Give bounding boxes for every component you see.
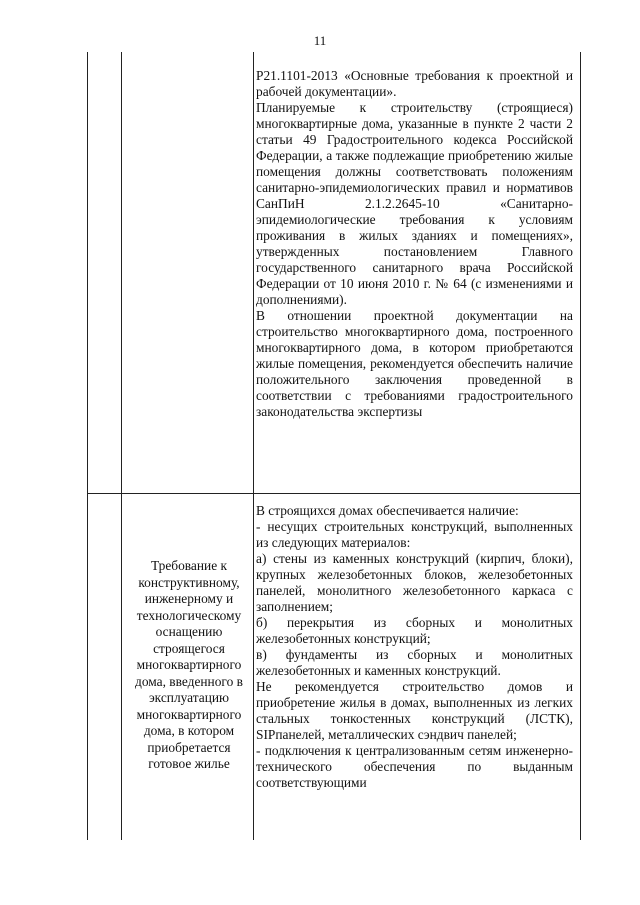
row2-paragraph: б) перекрытия из сборных и монолитных железобетонных конструкций; xyxy=(256,615,573,646)
row2-paragraph: - подключения к централизованным сетям инженерно-технического обеспечения по выданным соответствующими xyxy=(256,743,573,790)
table-border-right xyxy=(580,52,581,840)
table-divider-left xyxy=(121,52,122,840)
row2-paragraph: В строящихся домах обеспечивается наличие: xyxy=(256,503,519,518)
table-divider-middle xyxy=(253,52,254,840)
row2-paragraph: - несущих строительных конструкций, выполненных из следующих материалов: xyxy=(256,519,573,550)
row2-paragraph: Не рекомендуется строительство домов и приобретение жилья в домах, выполненных из легких стальных тонкостенных конструкций (ЛСТК), SIPпанелей, металлических сэндвич панелей; xyxy=(256,679,573,742)
row2-content-cell xyxy=(256,503,573,791)
table-row-separator xyxy=(87,493,581,494)
row2-paragraph: а) стены из каменных конструкций (кирпич, блоки), крупных железобетонных блоков, железобетонных панелей, монолитного железобетонного каркаса с заполнением; xyxy=(256,551,573,614)
requirements-table xyxy=(87,52,581,840)
row1-paragraph: Планируемые к строительству (строящиеся) многоквартирные дома, указанные в пункте 2 части 2 статьи 49 Градостроительного кодекса Российской Федерации, а также подлежащие приобретению жилые помещения должны соответствовать положениям санитарно-эпидемиологических правил и нормативов СанПиН 2.1.2.2645-10 «Санитарно-эпидемиологические требования к условиям проживания в жилых зданиях и помещениях», утвержденных постановлением Главного государственного санитарного врача Российской Федерации от 10 июня 2010 г. № 64 (с изменениями и дополнениями). xyxy=(256,100,573,307)
table-border-left xyxy=(87,52,88,840)
row2-requirement-title: Требование к конструктивному, инженерному и технологическому оснащению строящегося многоквартирного дома, введенного в эксплуатацию многоквартирного дома, в котором приобретается готовое жилье xyxy=(135,558,243,771)
row1-paragraph: Р21.1101-2013 «Основные требования к проектной и рабочей документации». xyxy=(256,68,573,99)
row1-content-cell xyxy=(256,68,573,420)
row1-paragraph: В отношении проектной документации на строительство многоквартирного дома, построенного многоквартирного дома, в котором приобретаются жилые помещения, рекомендуется обеспечить наличие положительного заключения проведенной в соответствии с требованиями градостроительного законодательства экспертизы xyxy=(256,308,573,419)
page-number: 11 xyxy=(313,33,327,48)
row2-paragraph: в) фундаменты из сборных и монолитных железобетонных и каменных конструкций. xyxy=(256,647,573,678)
